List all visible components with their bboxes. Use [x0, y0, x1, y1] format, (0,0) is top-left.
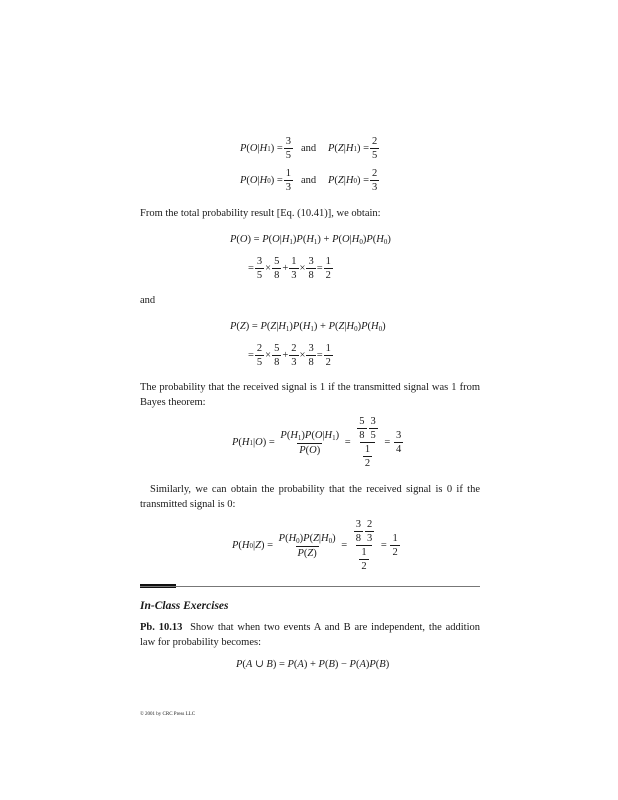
copyright-footer: © 2001 by CRC Press LLC	[140, 712, 196, 717]
eq-union: P(A ∪ B) = P(A) + P(B) − P(A)P(B)	[236, 659, 390, 670]
eq-po-h0: P ( O | H 0 ) = $\frac{1}{3}$	[240, 168, 292, 193]
eq-po-h1: P ( O | H 1 ) = $\frac{3}{5}$	[240, 136, 292, 161]
section-title: In-Class Exercises	[140, 600, 229, 612]
eq-ph0-given-z: P ( H 0 | Z ) = $\frac{P(H_0)P(Z|H_0)}{P(Z)}$ = $\frac{3}{8}$ $\frac{2}{3}$ $\frac{1}{2}$ = $\frac{1}{2}$	[232, 519, 398, 572]
eq-pz-line2: = $\frac{2}{5}$ × $\frac{5}{8}$ + $\frac{2}{3}$ × $\frac{3}{8}$ = $\frac{1}{2}$	[248, 343, 331, 368]
and-text-2: and	[301, 175, 317, 186]
eq-ph1-given-o: P ( H 1 | O ) = $\frac{P(H_1)P(O|H_1)}{P(O)}$ = $\frac{5}{8}$ $\frac{3}{5}$ $\frac{1}{2}$ = $\frac{3}{4}$	[232, 416, 402, 469]
para-total-probability: From the total probability result [Eq. (10.41)], we obtain:	[140, 208, 381, 219]
para-similarly: Similarly, we can obtain the probability that the received signal is 0 if the transmitted signal is 0:	[140, 484, 480, 510]
section-rule	[140, 586, 480, 587]
word-and: and	[140, 295, 156, 306]
para-bayes: The probability that the received signal is 1 if the transmitted signal was 1 from Bayes theorem:	[140, 382, 480, 408]
problem-label: Pb. 10.13	[140, 622, 183, 633]
problem-block	[140, 620, 480, 650]
and-text-1: and	[301, 143, 317, 154]
eq-pz-line1: $P(Z) = P(Z|H_1)P(H_1) + P(Z|H_0)P(H_0)$	[230, 321, 386, 333]
eq-po-line2: = $\frac{3}{5}$ × $\frac{5}{8}$ + $\frac{1}{3}$ × $\frac{3}{8}$ = $\frac{1}{2}$	[248, 256, 331, 281]
problem-text: Show that when two events A and B are independent, the addition law for probability becomes:	[140, 622, 480, 648]
eq-pz-h0: P ( Z | H 0 ) = $\frac{2}{3}$	[328, 168, 378, 193]
eq-pz-h1: P ( Z | H 1 ) = $\frac{2}{5}$	[328, 136, 378, 161]
eq-po-line1: $P(O) = P(O|H_1)P(H_1) + P(O|H_0)P(H_0)$	[230, 234, 391, 246]
